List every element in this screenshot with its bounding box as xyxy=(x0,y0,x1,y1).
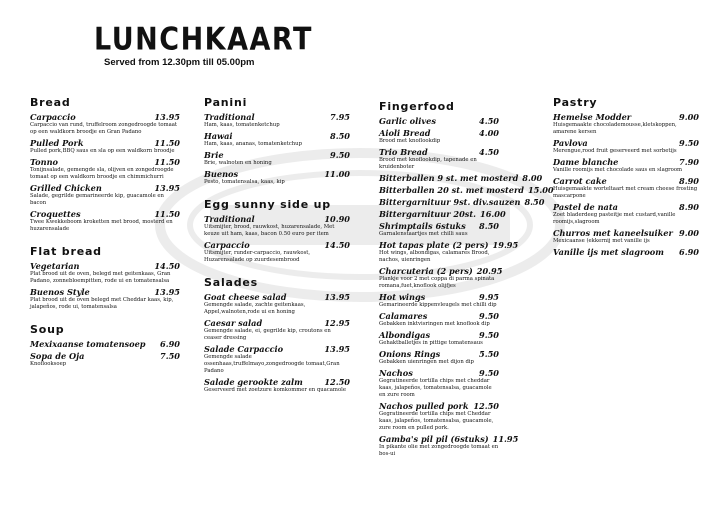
menu-item-name: Hot wings xyxy=(379,292,426,302)
menu-item-price: 13.95 xyxy=(324,344,350,354)
section-title: Panini xyxy=(204,96,248,109)
menu-item-name: Carpaccio xyxy=(204,240,250,250)
menu-item-price: 9.95 xyxy=(479,292,499,302)
menu-item xyxy=(379,266,503,290)
menu-item-name: Carrot cake xyxy=(553,176,607,186)
menu-item-price: 6.90 xyxy=(679,247,699,257)
menu-item-price: 7.50 xyxy=(160,351,180,361)
menu-item-description: In pikante olie met zongedroogde tomaat en bos-ui xyxy=(379,444,499,457)
section-title: Fingerfood xyxy=(379,100,455,113)
section-title: Egg sunny side up xyxy=(204,198,331,211)
service-hours: Served from 12.30pm till 05.00pm xyxy=(104,57,255,68)
menu-column-1 xyxy=(30,96,180,368)
menu-item-name: Pulled Pork xyxy=(30,138,84,148)
menu-item-price: 9.50 xyxy=(479,330,499,340)
menu-item-name: Traditional xyxy=(204,112,255,122)
menu-item xyxy=(30,157,180,181)
menu-item xyxy=(379,116,499,126)
menu-item xyxy=(553,157,699,174)
menu-item-name: Vegetarian xyxy=(30,261,80,271)
menu-item-name: Sopa de Oja xyxy=(30,351,85,361)
menu-item-name: Salade Carpaccio xyxy=(204,344,284,354)
menu-item-name: Bittergarnituur 9st. div.sauzen xyxy=(379,197,521,207)
section-title: Soup xyxy=(30,323,65,336)
menu-item xyxy=(204,240,350,264)
menu-item xyxy=(204,214,350,238)
menu-item-price: 14.50 xyxy=(324,240,350,250)
menu-item-description: Ham, kaas, tomatenketchup xyxy=(204,122,280,128)
menu-item-name: Nachos pulled pork xyxy=(379,401,469,411)
menu-item-description: Geserveerd met zoetzure komkommer en quacamole xyxy=(204,387,346,393)
menu-item xyxy=(204,344,350,375)
menu-item xyxy=(379,349,499,366)
menu-item-price: 13.95 xyxy=(154,112,180,122)
menu-item-price: 15.00 xyxy=(527,185,554,195)
menu-column-3 xyxy=(379,100,554,458)
menu-item-price: 11.00 xyxy=(324,169,350,179)
menu-item-description: Vanille roomijs met chocolade saus en slagroom xyxy=(553,167,683,173)
menu-item-name: Grilled Chicken xyxy=(30,183,102,193)
menu-item xyxy=(379,240,519,264)
menu-item-description: Pulled pork,BBQ saus en sla op een waldkorn broodje xyxy=(30,148,175,154)
menu-item-description: Twee Kwekkeboom kroketten met brood, mosterd en huzarensalade xyxy=(30,219,173,232)
menu-item-price: 7.95 xyxy=(330,112,350,122)
menu-item-price: 8.90 xyxy=(679,202,699,212)
menu-item-price: 4.50 xyxy=(479,116,499,126)
menu-item-name: Charcuteria (2 pers) xyxy=(379,266,473,276)
menu-item-price: 11.50 xyxy=(154,138,180,148)
menu-item-name: Mexixaanse tomatensoep xyxy=(30,339,146,349)
menu-item xyxy=(30,183,180,207)
menu-column-4 xyxy=(553,96,699,257)
menu-item-name: Caesar salad xyxy=(204,318,263,328)
menu-item-name: Dame blanche xyxy=(553,157,619,167)
menu-item-description: Brood met knoflookdip, tapenade en kruidenboter xyxy=(379,157,477,170)
menu-item-name: Garlic olives xyxy=(379,116,436,126)
menu-item-name: Brie xyxy=(204,150,224,160)
menu-item-description: Gemengde salade, ei, gegrilde kip, croutons en ceaser dressing xyxy=(204,328,331,341)
page-title: LUNCHKAART xyxy=(94,22,313,58)
menu-item xyxy=(379,330,499,347)
menu-item xyxy=(30,351,180,368)
menu-item-description: Plat brood uit de oven belegd met Cheddar kaas, kip, jalapeños, rode ui, tomatensalsa xyxy=(30,297,174,310)
menu-item-name: Tonno xyxy=(30,157,58,167)
menu-item-price: 11.95 xyxy=(492,434,519,444)
menu-item-price: 16.00 xyxy=(480,209,506,219)
menu-item xyxy=(204,131,350,148)
menu-item-name: Hot tapas plate (2 pers) xyxy=(379,240,489,250)
menu-item-description: Gemengde salade ossenhaas,truffelmayo,zongedroogde tomaat,Gran Padano xyxy=(204,354,340,374)
menu-item-name: Bittergarnituur 20st. xyxy=(379,209,477,219)
section-title: Bread xyxy=(30,96,71,109)
menu-item-name: Churros met kaneelsuiker xyxy=(553,228,673,238)
menu-item-name: Onions Rings xyxy=(379,349,441,359)
menu-item-name: Pavlova xyxy=(553,138,588,148)
menu-item-price: 5.50 xyxy=(479,349,499,359)
menu-item xyxy=(379,147,499,171)
menu-item-price: 4.50 xyxy=(479,147,499,157)
menu-item-description: Carpaccio van rund, truffelroom zongedroogde tomaat op een waldkorn broodje en Gran Padano xyxy=(30,122,178,135)
menu-item xyxy=(379,368,499,399)
menu-item xyxy=(553,228,699,245)
menu-item-description: Plankje voor 2 met coppa di parma spinata romana,fuet,knoflook olijfjes xyxy=(379,276,495,289)
menu-item xyxy=(379,401,499,432)
menu-item-name: Carpaccio xyxy=(30,112,76,122)
menu-item-price: 8.50 xyxy=(524,197,545,207)
menu-item-description: Pesto, tomatensalsa, kaas, kip xyxy=(204,179,285,185)
menu-item-description: Brood met knoflookdip xyxy=(379,138,441,144)
menu-item-price: 14.50 xyxy=(154,261,180,271)
menu-item xyxy=(379,197,545,207)
menu-item xyxy=(30,112,180,136)
menu-item xyxy=(204,318,350,342)
menu-item-price: 8.90 xyxy=(679,176,699,186)
menu-item xyxy=(379,311,499,328)
menu-item xyxy=(379,185,554,195)
menu-item-price: 8.00 xyxy=(522,173,543,183)
menu-item-description: Uitsmijter, runder-carpaccio, rauwkost, Huzarensalade op zuurdesembrood xyxy=(204,250,311,263)
menu-item xyxy=(204,169,350,186)
menu-item-price: 7.90 xyxy=(679,157,699,167)
menu-item-price: 9.50 xyxy=(679,138,699,148)
menu-item-price: 12.50 xyxy=(473,401,499,411)
menu-item-name: Hemelse Modder xyxy=(553,112,632,122)
menu-item-price: 9.00 xyxy=(679,112,699,122)
menu-item xyxy=(30,138,180,155)
menu-item xyxy=(204,292,350,316)
menu-item-name: Traditional xyxy=(204,214,255,224)
menu-column-2 xyxy=(204,96,350,394)
menu-item xyxy=(379,221,499,238)
menu-item-description: Mexicaanse (ekkernij met vanille ijs xyxy=(553,238,650,244)
menu-item xyxy=(30,209,180,233)
menu-item xyxy=(204,377,350,394)
menu-item-name: Bitterballen 9 st. met mosterd xyxy=(379,173,519,183)
menu-item-name: Aioli Bread xyxy=(379,128,431,138)
menu-item-description: Huisgemaakte worteltaart met cream cheese frosting mascarpone xyxy=(553,186,698,199)
menu-item xyxy=(30,339,180,349)
menu-item xyxy=(30,287,180,311)
menu-item-name: Trio Bread xyxy=(379,147,428,157)
menu-item-price: 9.50 xyxy=(479,311,499,321)
menu-item-name: Hawai xyxy=(204,131,233,141)
menu-item xyxy=(379,173,543,183)
menu-item xyxy=(553,247,699,257)
menu-item-description: Gegratineerde tortilla chips met Cheddar kaas, jalapeños, tomatensalsa, guacamole, zure room en pulled pork. xyxy=(379,411,494,431)
menu-item-description: Merengue,rood fruit geserveerd met sorbetijs xyxy=(553,148,677,154)
menu-item-price: 13.95 xyxy=(324,292,350,302)
menu-item-name: Nachos xyxy=(379,368,413,378)
menu-item-price: 6.90 xyxy=(160,339,180,349)
menu-item-description: Salade, gegrilde gemarineerde kip, guacamole en bacon xyxy=(30,193,164,206)
menu-item-price: 9.00 xyxy=(679,228,699,238)
menu-item xyxy=(379,128,499,145)
menu-item-description: Knoflooksoep xyxy=(30,361,67,367)
menu-item xyxy=(553,176,699,200)
menu-item xyxy=(204,112,350,129)
menu-item-name: Bitterballen 20 st. met mosterd xyxy=(379,185,524,195)
menu-item-price: 8.50 xyxy=(330,131,350,141)
menu-item-name: Vanille ijs met slagroom xyxy=(553,247,664,257)
menu-item-price: 9.50 xyxy=(479,368,499,378)
menu-item-price: 10.90 xyxy=(324,214,350,224)
menu-item xyxy=(553,202,699,226)
menu-item-price: 13.95 xyxy=(154,183,180,193)
menu-item-description: Gemengde salade, zachte geitenkaas, Appel,walnoten,rode ui en honing xyxy=(204,302,306,315)
menu-item-price: 4.00 xyxy=(479,128,499,138)
menu-item-name: Croquettes xyxy=(30,209,81,219)
menu-item-name: Gamba's pil pil (6stuks) xyxy=(379,434,489,444)
menu-item-description: Garnalenstaartjes met chilli saus xyxy=(379,231,468,237)
menu-item-name: Pastel de nata xyxy=(553,202,618,212)
menu-item-price: 13.95 xyxy=(154,287,180,297)
menu-item xyxy=(379,209,506,219)
menu-item-description: Gemarineerde kippenvleugels met chilli dip xyxy=(379,302,497,308)
menu-item-price: 20.95 xyxy=(476,266,503,276)
menu-item-description: Brie, walnoten en honing xyxy=(204,160,272,166)
section-title: Flat bread xyxy=(30,245,102,258)
menu-item-price: 11.50 xyxy=(154,209,180,219)
menu-item-description: Gehaktballetjes in pittige tomatensaus xyxy=(379,340,483,346)
menu-item-name: Shrimptails 6stuks xyxy=(379,221,466,231)
menu-item xyxy=(204,150,350,167)
menu-item xyxy=(553,138,699,155)
menu-item-description: Zoet bladerdeeg pasteitje met custard,vanille roomijs,slagroom xyxy=(553,212,676,225)
menu-item-description: Gebakken uienringen met dijon dip xyxy=(379,359,474,365)
menu-item-name: Buenos xyxy=(204,169,239,179)
menu-item-price: 19.95 xyxy=(492,240,519,250)
menu-item-name: Goat cheese salad xyxy=(204,292,287,302)
menu-item-price: 11.50 xyxy=(154,157,180,167)
menu-item-description: Tonijnsalade, gemengde sla, olijven en zongedroogde tomaat op een waldkorn broodje en chimmichurri xyxy=(30,167,174,180)
menu-item-description: Ham, kaas, ananas, tomatenketchup xyxy=(204,141,302,147)
menu-item-description: Gegratineerde tortilla chips met cheddar kaas, jalapeños, tomatensalsa, guacamole en zure room xyxy=(379,378,492,398)
menu-item-description: Uitsmijter, brood, rauwkost, huzarensalade, Met keuze uit ham, kaas, bacon 0.50 euro per item xyxy=(204,224,335,237)
menu-item-name: Calamares xyxy=(379,311,428,321)
menu-item-description: Gebakken inktvisringen met knoflook dip xyxy=(379,321,490,327)
menu-item-description: Plat brood uit de oven, belegd met geitenkaas, Gran Padano, zonnebloempitten, rode ui en tomatensalsa xyxy=(30,271,171,284)
menu-item-price: 9.50 xyxy=(330,150,350,160)
menu-item-name: Buenos Style xyxy=(30,287,90,297)
menu-item xyxy=(379,434,519,458)
menu-item-description: Huisgemaakte chocolademousse,kletskoppen, amarene kersen xyxy=(553,122,677,135)
menu-item xyxy=(379,292,499,309)
section-title: Pastry xyxy=(553,96,598,109)
menu-item-price: 12.95 xyxy=(324,318,350,328)
menu-item xyxy=(30,261,180,285)
menu-item xyxy=(553,112,699,136)
menu-item-name: Salade gerookte zalm xyxy=(204,377,303,387)
menu-item-price: 12.50 xyxy=(324,377,350,387)
section-title: Salades xyxy=(204,276,259,289)
menu-item-description: Hot wings, albondigas, calamares Brood, nachos, uienringen xyxy=(379,250,490,263)
menu-item-name: Albondigas xyxy=(379,330,431,340)
menu-item-price: 8.50 xyxy=(479,221,499,231)
